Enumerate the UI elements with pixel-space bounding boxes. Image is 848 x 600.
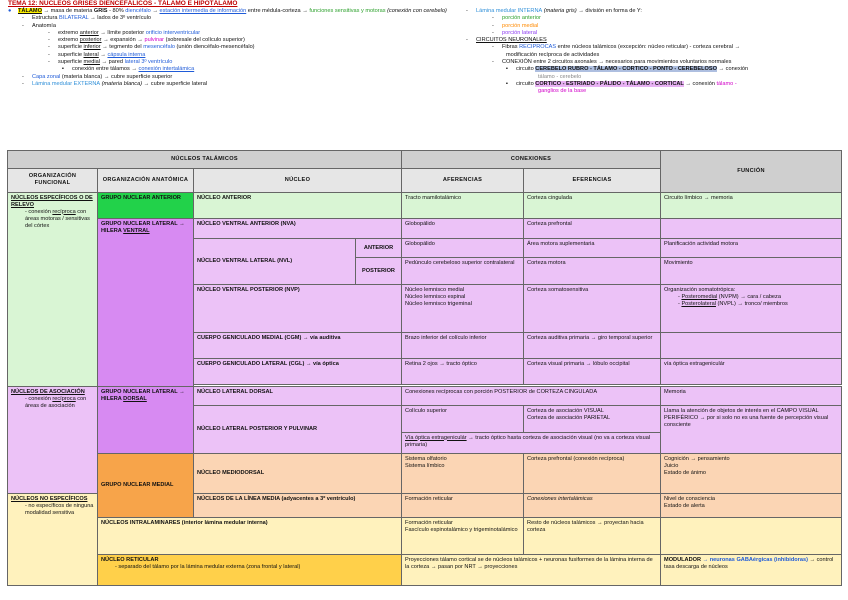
group-item-text: conexión recíproca con áreas motoras / sensitivas del córtex [25,208,90,229]
note-text: CIRCUITOS NEURONALES [476,37,547,44]
notes-section [0,0,848,148]
note-line [8,74,438,81]
note-line [452,23,842,30]
note-line [8,59,438,66]
note-text: mesencéfalo [143,44,175,51]
note-bullet: - [48,44,50,51]
note-text: modificación recíproca de actividades [506,51,600,58]
anat-text: GRUPO NUCLEAR LATERAL → HILERA [101,388,185,402]
via-optica-text: → tracto óptico hasta corteza de asociación visual (no va a corteza visual primaria) [405,434,651,448]
note-line [452,37,842,44]
header-organizacion-funcional: ORGANIZACIÓN FUNCIONAL [8,168,98,192]
notes-left-list [8,8,447,88]
aferencias-nvp [402,284,524,332]
note-text: → división en forma de Y: [576,8,642,14]
note-line [452,8,842,15]
list-line: Núcleo lemnisco medial [405,286,465,293]
list-line: Sistema límbico [405,463,445,470]
aferencias-mediodorsal-list [405,456,520,470]
aferencias-cgl: Retina 2 ojos → tracto óptico [402,359,524,385]
underlined-word: Posterolateral [681,300,716,307]
note-text: Anatomía [32,22,56,29]
note-bullet: - [22,80,24,87]
note-bullet: - [22,22,24,29]
anat-grupo-lateral-dorsal [98,386,194,454]
funcion-reticular [661,555,842,586]
note-bullet: - [492,22,494,29]
aferencias-nvp-list [405,287,520,308]
note-text: → tegmento del [100,44,144,51]
note-text: lateral 3º ventrículo [124,59,173,66]
list-line: Núcleo lemnisco trigeminal [405,300,472,307]
aferencias-nvl-posterior: Pedúnculo cerebeloso superior contralateral [402,258,524,284]
note-line [8,52,438,59]
note-text: posterior [79,37,102,44]
list-line: Cognición → pensamiento [664,456,730,463]
anat-grupo-anterior: GRUPO NUCLEAR ANTERIOR [98,192,194,218]
note-text: → expansión → [101,37,145,44]
group-especificos-relevo [8,192,98,386]
aferencias-intralaminares-list [405,520,520,534]
note-line [452,52,842,59]
list-line: Estado de ánimo [664,470,707,477]
list-line: Corteza de asociación VISUAL [527,408,604,415]
note-text: (unión diencéfalo-mesencéfalo) [174,44,255,51]
note-bullet: - [22,15,24,22]
note-line [452,44,842,51]
via-optica-title: Vía óptica extrageniculár [405,434,467,441]
note-text: tálamo - [716,80,737,87]
funcion-cgm [661,332,842,358]
note-text: entre médula-corteza → [246,8,310,14]
funcion-nvp-list [664,294,838,308]
funcion-lateral-posterior: Llama la atención de objetos de interés en el CAMPO VISUAL PERIFÉRICO → por si solo no es una fuente de percepción visual consciente [661,406,842,454]
nucleo-cgl: CUERPO GENICULADO LATERAL (CGL) → vía óptica [194,359,402,385]
note-bullet: ▪ [506,66,508,73]
note-text: conexión entre tálamos → [72,66,139,73]
note-text: → masa de materia [41,8,94,14]
list-line: Núcleo lemnisco espinal [405,293,466,300]
notes-left-column [8,0,447,88]
eferencias-lateral-posterior [524,406,661,432]
note-text: pulvinar [144,37,165,44]
note-bullet: ● [8,8,12,14]
note-text: estación intermedia de información [159,8,247,14]
funcion-nvl-posterior: Movimiento [661,258,842,284]
note-text: RECIPROCAS [519,44,557,51]
funcion-mediodorsal [661,454,842,493]
note-bullet: - [492,15,494,22]
funcion-linea-media [661,493,842,517]
note-text: anterior [79,29,99,36]
note-text: circuito [516,66,536,73]
note-bullet: - [492,44,494,51]
nucleo-cgm: CUERPO GENICULADO MEDIAL (CGM) → vía auditiva [194,332,402,358]
anat-text-underlined: VENTRAL [123,227,150,234]
header-aferencias: AFERENCIAS [402,168,524,192]
group-no-especificos [8,493,98,585]
note-line [8,23,438,30]
note-text: Estructura [32,15,60,22]
list-line: - Posterolateral (NVPL) → tronco/ miembros [678,300,788,307]
group-item: - no específicos de ninguna modalidad sensitiva [25,502,94,516]
note-line [452,74,842,81]
note-text: conexión intertalámica [138,66,195,73]
nucleo-nvl: NÚCLEO VENTRAL LATERAL (NVL) [194,238,356,284]
eferencias-cgm: Corteza auditiva primaria → giro temporal superior [524,332,661,358]
notes-right-list [452,8,842,96]
note-text: BILATERAL [59,15,89,22]
funcion-mediodorsal-list [664,456,838,477]
funcion-nva [661,218,842,238]
eferencias-nvl-posterior: Corteza motora [524,258,661,284]
funcion-reticular-post: → control tasa descarga de núcleos [664,557,834,571]
note-text: diencéfalo [125,8,151,14]
note-text: ganglios de la base [538,88,587,95]
note-line [8,66,438,73]
eferencias-nva: Corteza prefrontal [524,218,661,238]
funcion-nvp-title: Organización somatotrópica: [664,286,736,293]
note-line [8,37,438,44]
note-line [452,66,842,73]
nucleo-anterior: NÚCLEO ANTERIOR [194,192,402,218]
note-line [452,81,842,88]
group-item: - conexión recíproca con áreas motoras / sensitivas del córtex [25,208,90,229]
note-text: → límite posterior [98,29,146,36]
eferencias-lateral-posterior-list [527,408,657,422]
aferencias-nva: Globopálido [402,218,524,238]
header-eferencias: EFERENCIAS [524,168,661,192]
header-nucleo: NÚCLEO [194,168,402,192]
note-text: CONEXIÓN entre 2 circuitos axonales → necesarios para movimientos voluntarios normales [502,59,732,66]
note-text: Fibras [502,44,520,51]
note-text: → cubre superficie lateral [142,80,208,87]
nucleo-reticular-item-text: separado del tálamo por la lámina medular externa (zona frontal y lateral) [118,564,301,571]
note-bullet: - [492,29,494,36]
note-bullet: - [466,8,468,14]
note-text: superficie [58,44,84,51]
note-line [8,30,438,37]
funcion-nvp [661,284,842,332]
note-text: → pared [99,59,125,66]
group-asociacion [8,386,98,493]
list-line: Juicio [664,463,679,470]
note-text: entre núcleos talámicos (excepción: núcleo reticular) - corteza cerebral → [556,44,741,51]
funcion-reticular-pre: MODULADOR [664,557,703,564]
note-line [8,15,438,22]
nucleo-nvp: NÚCLEO VENTRAL POSTERIOR (NVP) [194,284,402,332]
note-text: → [150,8,160,14]
nucleos-intralaminares: NÚCLEOS INTRALAMINARES (interior lámina medular interna) [98,518,402,555]
note-bullet: ▪ [62,66,64,73]
nucleo-nva: NÚCLEO VENTRAL ANTERIOR (NVA) [194,218,402,238]
group-title: NÚCLEOS NO ESPECÍFICOS [11,495,88,502]
funcion-intralaminares [661,518,842,555]
eferencias-cgl: Corteza visual primaria → lóbulo occipital [524,359,661,385]
note-text: CEREBELO RUBRO - TÁLAMO - CORTICO - PONTO - CEREBELOSO [535,66,717,73]
note-text: (sobresale del colículo superior) [164,37,245,44]
note-text: → conexión [683,80,717,87]
note-text: cápsula interna [107,51,146,58]
page-title: TEMA 12: NÚCLEOS GRISES DIENCEFÁLICOS - TÁLAMO E HIPOTÁLAMO [8,0,238,7]
underlined-word: recíproca [52,395,76,402]
eferencias-intralaminares: Resto de núcleos talámicos → proyectan hacia corteza [524,518,661,555]
note-text: medial [83,59,100,66]
note-bullet: - [48,29,50,36]
note-text: Capa zonal [32,73,61,80]
note-text: superficie [58,51,84,58]
group-item-text: conexión recíproca con áreas de asociación [25,395,87,409]
list-line: Formación reticular [405,520,453,526]
note-bullet: - [48,59,50,66]
aferencias-lateral-posterior: Colículo superior [402,406,524,432]
note-text: (materia blanca) [100,80,143,87]
note-text: lateral [83,51,99,58]
note-line [8,81,438,88]
note-text: (materia blanca) → cubre superficie superior [60,73,173,80]
thalamic-nuclei-table [7,150,842,586]
aferencias-linea-media: Formación reticular [402,493,524,517]
note-line [452,30,842,37]
note-line [452,88,842,95]
note-text: porción lateral [502,29,538,36]
anat-grupo-lateral-ventral [98,218,194,386]
list-line: - Posteromedial (NVPM) → cara / cabeza [678,293,781,300]
note-bullet: - [466,37,468,44]
funcion-anterior: Circuito límbico → memoria [661,192,842,218]
group-title: NÚCLEOS DE ASOCIACIÓN [11,388,85,395]
note-text: circuito [516,80,536,87]
nucleo-lateral-posterior-pulvinar: NÚCLEO LATERAL POSTERIOR Y PULVINAR [194,406,402,454]
funcion-cgl: vía óptica extrageniculár [661,359,842,385]
anat-grupo-medial: GRUPO NUCLEAR MEDIAL [98,454,194,518]
list-line: Corteza de asociación PARIETAL [527,415,611,422]
eferencias-nvl-anterior: Área motora suplementaria [524,238,661,258]
note-bullet: - [492,59,494,66]
eferencias-anterior: Corteza cingulada [524,192,661,218]
note-bullet: ▪ [506,80,508,87]
note-text: inferior [83,44,101,51]
note-text: → lados de 3º ventrículo [88,15,151,22]
anat-text: GRUPO NUCLEAR LATERAL → HILERA [101,220,185,234]
note-text: Lámina medular EXTERNA [32,80,101,87]
note-text: funciones sensitivas y motoras [309,8,386,14]
note-text: (materia gris) [542,8,577,14]
aferencias-intralaminares [402,518,524,555]
note-text: GRIS [93,8,108,14]
nucleo-reticular [98,555,402,586]
header-nucleos-talamicos: NÚCLEOS TALÁMICOS [8,151,402,169]
note-text: → [98,51,108,58]
list-line: Nivel de consciencia [664,495,716,502]
group-title: NÚCLEOS ESPECÍFICOS O DE RELEVO [11,194,93,208]
note-text: porción medial [502,22,539,29]
notes-right-column [452,8,842,96]
aferencias-nvl-anterior: Globopálido [402,238,524,258]
note-text: extremo [58,29,80,36]
aferencias-anterior: Tracto mamilotalámico [402,192,524,218]
nvl-sub-anterior: ANTERIOR [356,238,402,258]
list-line: Sistema olfatorio [405,456,447,463]
note-line [8,44,438,51]
nvl-sub-posterior: POSTERIOR [356,258,402,284]
note-text: → conexión [716,66,749,73]
nucleos-linea-media: NÚCLEOS DE LA LÍNEA MEDIA (adyacentes a 3º ventrículo) [194,493,402,517]
header-conexiones: CONEXIONES [402,151,661,169]
note-text: TÁLAMO [18,8,42,14]
funcion-lateral-dorsal: Memoria [661,386,842,406]
header-organizacion-anatomica: ORGANIZACIÓN ANATÓMICA [98,168,194,192]
note-text: superficie [58,59,84,66]
nucleo-mediodorsal: NÚCLEO MEDIODORSAL [194,454,402,493]
funcion-reticular-highlight: → neuronas GABAérgicas (inhibidoras) [702,557,808,564]
anat-text-underlined: DORSAL [123,395,147,402]
note-text: orificio interventricular [145,29,201,36]
via-optica-extrageniculada [402,432,661,454]
note-bullet: - [48,51,50,58]
conexiones-reticular: Proyecciones tálamo cortical se de núcleos talámicos + neuronas fusiformes de la lámina interna de la corteza → pasan por NRT → proyecciones [402,555,661,586]
funcion-linea-media-list [664,496,838,510]
nucleo-reticular-title: NÚCLEO RETICULAR [101,557,159,564]
group-item: - conexión recíproca con áreas de asociación [25,395,87,409]
eferencias-mediodorsal: Corteza prefrontal (conexión recíproca) [524,454,661,493]
note-text: extremo [58,37,80,44]
header-funcion: FUNCIÓN [661,151,842,193]
note-text: CORTICO - ESTRIADO - PÁLIDO - TÁLAMO - CORTICAL [535,80,684,87]
note-text: tálamo - cerebelo [538,73,582,80]
note-text: - 80% [107,8,126,14]
underlined-word: Posteromedial [681,293,718,300]
note-bullet: - [22,73,24,80]
note-text: Lámina medular INTERNA [476,8,543,14]
underlined-word: recíproca [52,208,76,215]
note-line [452,15,842,22]
aferencias-mediodorsal [402,454,524,493]
list-line: Estado de alerta [664,502,705,509]
eferencias-linea-media: Conexiones intertalámicas [524,493,661,517]
note-text: (conexión con cerebelo) [385,8,447,14]
group-item-text: no específicos de ninguna modalidad sensitiva [25,502,94,516]
aferencias-cgm: Brazo inferior del colículo inferior [402,332,524,358]
conexiones-lateral-dorsal: Conexiones recíprocas con porción POSTERIOR de CORTEZA CINGULADA [402,386,661,406]
nucleo-lateral-dorsal: NÚCLEO LATERAL DORSAL [194,386,402,406]
nucleo-reticular-item: - separado del tálamo por la lámina medular externa (zona frontal y lateral) [115,564,301,571]
eferencias-nvp: Corteza somatosensitiva [524,284,661,332]
funcion-nvl-anterior: Planificación actividad motora [661,238,842,258]
list-line: Fascículo espinotalámico y trigeminotalámico [405,527,518,533]
note-bullet: - [48,37,50,44]
note-text: porción anterior [502,15,541,22]
